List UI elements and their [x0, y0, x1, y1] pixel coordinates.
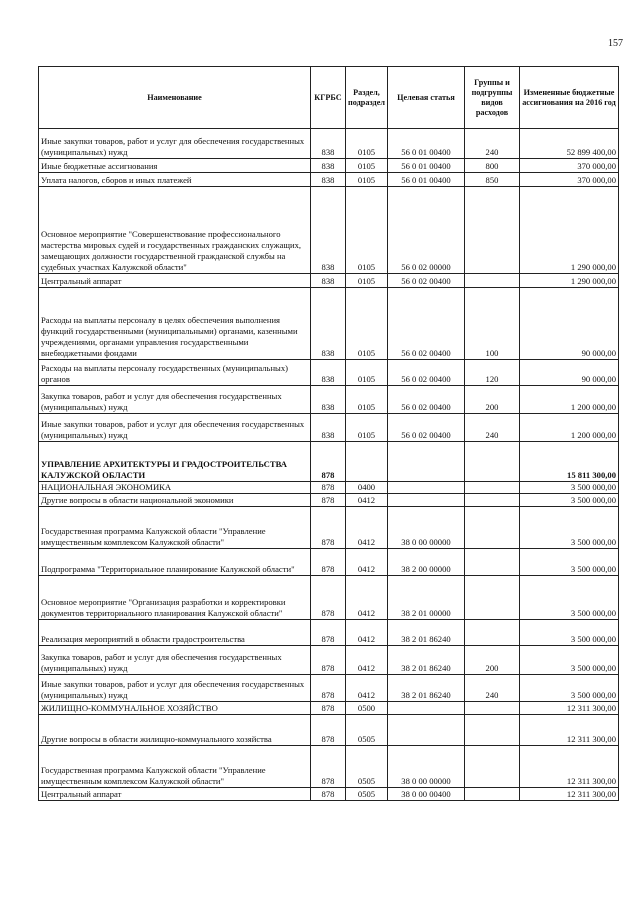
row-amount: 3 500 000,00 [520, 620, 619, 646]
row-kgrbs: 878 [311, 788, 346, 801]
row-name: Расходы на выплаты персоналу государственных (муниципальных) органов [39, 360, 311, 386]
row-amount: 15 811 300,00 [520, 442, 619, 482]
table-row [39, 274, 619, 288]
row-group: 120 [465, 360, 520, 386]
row-amount: 1 200 000,00 [520, 386, 619, 414]
row-section: 0105 [346, 129, 388, 159]
row-target [388, 494, 465, 507]
row-target: 38 2 01 86240 [388, 646, 465, 675]
row-group [465, 788, 520, 801]
row-kgrbs: 838 [311, 173, 346, 187]
header-amount: Измененные бюджетные ассигнования на 2016 год [520, 67, 619, 129]
row-group: 850 [465, 173, 520, 187]
page-number: 157 [608, 38, 623, 49]
table-row [39, 646, 619, 675]
header-target: Целевая статья [388, 67, 465, 129]
row-name: Другие вопросы в области национальной экономики [39, 494, 311, 507]
row-group: 100 [465, 288, 520, 360]
row-amount: 12 311 300,00 [520, 702, 619, 715]
row-section: 0105 [346, 173, 388, 187]
row-name: Государственная программа Калужской области "Управление имущественным комплексом Калужской области" [39, 507, 311, 549]
row-group: 200 [465, 646, 520, 675]
row-kgrbs: 838 [311, 187, 346, 274]
row-section: 0500 [346, 702, 388, 715]
row-section: 0412 [346, 507, 388, 549]
row-target: 56 0 02 00400 [388, 360, 465, 386]
row-amount: 3 500 000,00 [520, 646, 619, 675]
row-section: 0412 [346, 646, 388, 675]
budget-table [38, 66, 619, 801]
row-name: УПРАВЛЕНИЕ АРХИТЕКТУРЫ И ГРАДОСТРОИТЕЛЬСТВА КАЛУЖСКОЙ ОБЛАСТИ [39, 442, 311, 482]
header-name: Наименование [39, 67, 311, 129]
row-kgrbs: 878 [311, 646, 346, 675]
row-group: 240 [465, 129, 520, 159]
row-group [465, 715, 520, 746]
row-group [465, 187, 520, 274]
row-group [465, 702, 520, 715]
table-row [39, 620, 619, 646]
row-group: 240 [465, 675, 520, 702]
row-kgrbs: 878 [311, 715, 346, 746]
row-amount: 52 899 400,00 [520, 129, 619, 159]
row-kgrbs: 838 [311, 129, 346, 159]
row-section: 0412 [346, 549, 388, 576]
table-row [39, 288, 619, 360]
row-name: Иные закупки товаров, работ и услуг для обеспечения государственных (муниципальных) нужд [39, 414, 311, 442]
row-name: Государственная программа Калужской области "Управление имущественным комплексом Калужской области" [39, 746, 311, 788]
row-name: Центральный аппарат [39, 788, 311, 801]
row-name: Расходы на выплаты персоналу в целях обеспечения выполнения функций государственными (муниципальными) органами, казенными учреждениями, органами управления государственными внебюджетными фондами [39, 288, 311, 360]
row-section: 0412 [346, 494, 388, 507]
row-group: 200 [465, 386, 520, 414]
row-amount: 3 500 000,00 [520, 549, 619, 576]
row-name: Уплата налогов, сборов и иных платежей [39, 173, 311, 187]
table-row [39, 702, 619, 715]
row-name: Закупка товаров, работ и услуг для обеспечения государственных (муниципальных) нужд [39, 386, 311, 414]
table-row [39, 788, 619, 801]
table-row [39, 549, 619, 576]
row-section: 0505 [346, 788, 388, 801]
row-target: 38 2 01 86240 [388, 675, 465, 702]
row-amount: 1 290 000,00 [520, 187, 619, 274]
row-target: 56 0 01 00400 [388, 173, 465, 187]
row-target: 38 0 00 00400 [388, 788, 465, 801]
table-row [39, 507, 619, 549]
row-kgrbs: 838 [311, 159, 346, 173]
row-kgrbs: 838 [311, 360, 346, 386]
row-group [465, 507, 520, 549]
row-kgrbs: 878 [311, 507, 346, 549]
table-header-row [39, 67, 619, 129]
row-group [465, 549, 520, 576]
row-amount: 1 200 000,00 [520, 414, 619, 442]
row-kgrbs: 838 [311, 414, 346, 442]
table-row [39, 715, 619, 746]
row-group [465, 576, 520, 620]
row-kgrbs: 838 [311, 274, 346, 288]
row-amount: 3 500 000,00 [520, 482, 619, 494]
row-name: Реализация мероприятий в области градостроительства [39, 620, 311, 646]
table-row [39, 129, 619, 159]
table-row [39, 414, 619, 442]
row-amount: 90 000,00 [520, 360, 619, 386]
row-name: Основное мероприятие "Организация разработки и корректировки документов территориального планирования Калужской области" [39, 576, 311, 620]
row-target: 38 0 00 00000 [388, 507, 465, 549]
row-target: 56 0 02 00400 [388, 386, 465, 414]
row-group [465, 620, 520, 646]
row-amount: 3 500 000,00 [520, 675, 619, 702]
table-row [39, 442, 619, 482]
row-section: 0105 [346, 360, 388, 386]
row-name: Иные закупки товаров, работ и услуг для обеспечения государственных (муниципальных) нужд [39, 129, 311, 159]
header-kgrbs: КГРБС [311, 67, 346, 129]
row-group [465, 274, 520, 288]
row-amount: 12 311 300,00 [520, 715, 619, 746]
row-target: 38 2 01 86240 [388, 620, 465, 646]
row-amount: 12 311 300,00 [520, 746, 619, 788]
row-section: 0505 [346, 715, 388, 746]
row-amount: 1 290 000,00 [520, 274, 619, 288]
header-groups: Группы и подгруппы видов расходов [465, 67, 520, 129]
row-name: Иные закупки товаров, работ и услуг для обеспечения государственных (муниципальных) нужд [39, 675, 311, 702]
row-target: 56 0 02 00400 [388, 288, 465, 360]
row-name: Другие вопросы в области жилищно-коммунального хозяйства [39, 715, 311, 746]
row-target: 38 0 00 00000 [388, 746, 465, 788]
table-row [39, 482, 619, 494]
row-kgrbs: 838 [311, 288, 346, 360]
table-row [39, 494, 619, 507]
row-target: 56 0 01 00400 [388, 129, 465, 159]
row-section: 0412 [346, 675, 388, 702]
row-section: 0105 [346, 187, 388, 274]
table-row [39, 576, 619, 620]
row-kgrbs: 838 [311, 386, 346, 414]
row-section: 0105 [346, 159, 388, 173]
table-row [39, 360, 619, 386]
row-target: 56 0 01 00400 [388, 159, 465, 173]
row-section [346, 442, 388, 482]
row-section: 0412 [346, 620, 388, 646]
row-kgrbs: 878 [311, 549, 346, 576]
row-kgrbs: 878 [311, 442, 346, 482]
table-row [39, 173, 619, 187]
row-amount: 3 500 000,00 [520, 494, 619, 507]
row-kgrbs: 878 [311, 576, 346, 620]
row-group: 800 [465, 159, 520, 173]
row-amount: 12 311 300,00 [520, 788, 619, 801]
row-kgrbs: 878 [311, 702, 346, 715]
row-target [388, 702, 465, 715]
row-group: 240 [465, 414, 520, 442]
row-section: 0105 [346, 386, 388, 414]
row-amount: 3 500 000,00 [520, 576, 619, 620]
row-section: 0105 [346, 274, 388, 288]
row-name: Центральный аппарат [39, 274, 311, 288]
row-group [465, 494, 520, 507]
row-target [388, 482, 465, 494]
row-name: Подпрограмма "Территориальное планирование Калужской области" [39, 549, 311, 576]
header-section: Раздел, подраздел [346, 67, 388, 129]
row-target: 38 2 01 00000 [388, 576, 465, 620]
row-kgrbs: 878 [311, 675, 346, 702]
row-section: 0105 [346, 414, 388, 442]
row-target [388, 715, 465, 746]
row-target: 56 0 02 00400 [388, 414, 465, 442]
row-section: 0105 [346, 288, 388, 360]
row-section: 0400 [346, 482, 388, 494]
row-kgrbs: 878 [311, 620, 346, 646]
row-section: 0412 [346, 576, 388, 620]
row-name: Иные бюджетные ассигнования [39, 159, 311, 173]
table-row [39, 675, 619, 702]
row-target [388, 442, 465, 482]
row-kgrbs: 878 [311, 746, 346, 788]
row-kgrbs: 878 [311, 482, 346, 494]
row-amount: 3 500 000,00 [520, 507, 619, 549]
row-section: 0505 [346, 746, 388, 788]
row-amount: 370 000,00 [520, 173, 619, 187]
row-group [465, 482, 520, 494]
row-target: 38 2 00 00000 [388, 549, 465, 576]
table-row [39, 386, 619, 414]
table-row [39, 746, 619, 788]
row-kgrbs: 878 [311, 494, 346, 507]
row-name: НАЦИОНАЛЬНАЯ ЭКОНОМИКА [39, 482, 311, 494]
row-group [465, 442, 520, 482]
row-group [465, 746, 520, 788]
row-amount: 370 000,00 [520, 159, 619, 173]
row-name: ЖИЛИЩНО-КОММУНАЛЬНОЕ ХОЗЯЙСТВО [39, 702, 311, 715]
row-target: 56 0 02 00400 [388, 274, 465, 288]
row-amount: 90 000,00 [520, 288, 619, 360]
row-target: 56 0 02 00000 [388, 187, 465, 274]
table-row [39, 187, 619, 274]
table-row [39, 159, 619, 173]
row-name: Закупка товаров, работ и услуг для обеспечения государственных (муниципальных) нужд [39, 646, 311, 675]
row-name: Основное мероприятие "Совершенствование профессионального мастерства мировых судей и государственных гражданских служащих, замещающих должности государственной гражданской службы на судебных участках Калужской области" [39, 187, 311, 274]
